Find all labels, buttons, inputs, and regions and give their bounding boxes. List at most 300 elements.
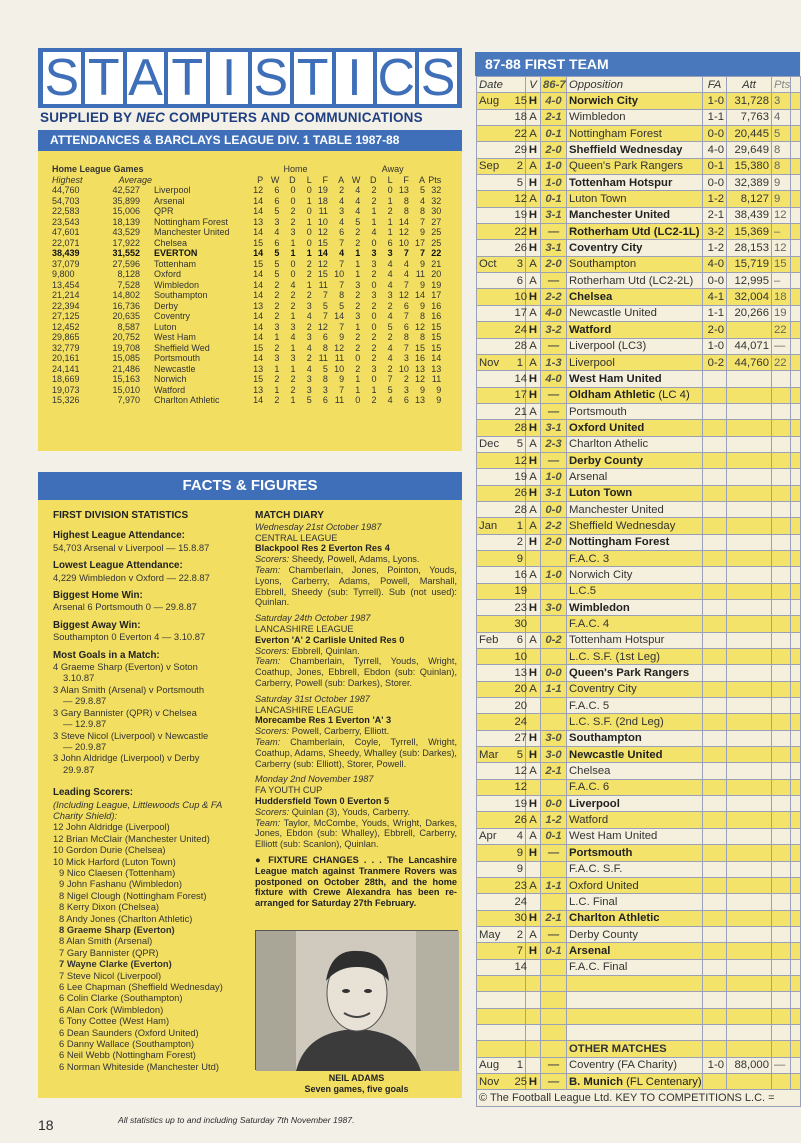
first-division-statistics (53, 510, 243, 1072)
fixture-opposition (567, 796, 703, 812)
fixture-month (477, 877, 513, 893)
points: 8 (772, 158, 791, 174)
attendance: 8,127 (727, 191, 772, 207)
fixture-row (477, 730, 801, 746)
stat-cell: 16 (415, 353, 426, 363)
fixture-day: 25 (513, 1073, 526, 1089)
stat-cell: 7 (420, 216, 426, 227)
stat-cell: 3 (290, 353, 296, 363)
opposition-name: Nottingham Forest (569, 536, 670, 549)
previous-result: 2-3 (541, 436, 567, 452)
fixture-opposition (567, 142, 703, 158)
scorer-item: 6 Colin Clarke (Southampton) (59, 992, 183, 1004)
previous-result: — (541, 224, 567, 240)
record-block (53, 530, 243, 553)
stat-cell: 2 (290, 300, 296, 311)
highest-attendance: 29,865 (52, 332, 80, 342)
team-name: Luton (154, 321, 177, 332)
points (772, 567, 791, 583)
stat-cell: 18 (317, 195, 328, 206)
record-value: 4,229 Wimbledon v Oxford — 22.8.87 (53, 571, 210, 583)
fixture-row (477, 649, 801, 665)
average-attendance: 19,708 (112, 342, 140, 353)
points (772, 534, 791, 550)
diary-scorers (255, 554, 457, 565)
scorers-prefix: Scorers: (255, 806, 290, 817)
empty-cell (567, 1008, 703, 1024)
stat-cell: 15 (317, 269, 328, 279)
fixture-opposition (567, 567, 703, 583)
stat-cell: 11 (415, 269, 426, 279)
fixture-month (477, 910, 513, 926)
empty-cell (567, 992, 703, 1008)
stat-cell: 1 (355, 321, 361, 332)
stat-cell: 0 (306, 185, 312, 195)
empty-cell (772, 992, 791, 1008)
league-table (52, 164, 441, 406)
full-time-result (703, 501, 727, 517)
highest-attendance: 47,601 (52, 227, 80, 237)
fixture-venue (526, 616, 541, 632)
full-time-result (703, 485, 727, 501)
col-pts: Pts (428, 174, 442, 185)
fixture-month: Aug (477, 1057, 513, 1073)
fixture-day: 1 (513, 354, 526, 370)
fixture-opposition (567, 175, 703, 191)
stat-cell: 1 (290, 311, 296, 321)
previous-result (541, 550, 567, 566)
extra-cell (791, 338, 801, 354)
stat-cell: 1 (371, 216, 377, 227)
previous-result: 0-1 (541, 126, 567, 142)
stat-cell: 15 (253, 258, 264, 269)
scorer-item: 7 Wayne Clarke (Everton) (59, 958, 172, 970)
attendance (727, 469, 772, 485)
previous-result: — (541, 926, 567, 942)
full-time-result (703, 469, 727, 485)
empty-cell (513, 992, 526, 1008)
points (772, 861, 791, 877)
previous-result: 0-0 (541, 796, 567, 812)
stat-cell: 2 (306, 258, 312, 269)
previous-result: — (541, 1073, 567, 1089)
stat-cell: 4 (355, 195, 361, 206)
opposition-name: F.A.C. 3 (569, 552, 610, 565)
stat-cell: 12 (317, 258, 328, 269)
extra-cell (791, 845, 801, 861)
stat-cell: 0 (371, 374, 377, 384)
attendance-table-title: ATTENDANCES & BARCLAYS LEAGUE DIV. 1 TABLE 1987-88 (38, 130, 462, 151)
empty-cell (772, 1008, 791, 1024)
previous-result: 3-1 (541, 240, 567, 256)
previous-result (541, 698, 567, 714)
scorer-item: 8 Kerry Dixon (Chelsea) (59, 901, 160, 913)
fixture-row (477, 877, 801, 893)
fixture-venue: A (526, 812, 541, 828)
stat-cell: 10 (334, 363, 345, 374)
highest-attendance: 23,543 (52, 216, 80, 227)
opposition-name: Liverpool (569, 356, 615, 369)
opposition-name: B. Munich (569, 1075, 623, 1088)
fixture-row (477, 861, 801, 877)
stat-cell: 13 (415, 395, 426, 405)
previous-result: 2-2 (541, 518, 567, 534)
league-row (52, 196, 441, 207)
extra-cell (791, 894, 801, 910)
points: – (772, 224, 791, 240)
fixture-row (477, 567, 801, 583)
fixture-day: 18 (513, 109, 526, 125)
previous-result: — (541, 452, 567, 468)
diary-result: Morecambe Res 1 Everton 'A' 3 (255, 715, 392, 726)
col-average: Average (118, 174, 152, 185)
opposition-name: F.A.C. 6 (569, 781, 610, 794)
extra-cell (791, 698, 801, 714)
fixture-venue (526, 649, 541, 665)
opposition-name: Sheffield Wednesday (569, 519, 676, 532)
col-d: D (289, 174, 296, 185)
stat-cell: 7 (322, 290, 328, 300)
fixture-row (477, 828, 801, 844)
stat-cell: 1 (290, 248, 296, 258)
stat-cell: 5 (420, 185, 426, 195)
points (772, 845, 791, 861)
full-time-result (703, 387, 727, 403)
stat-cell: 4 (387, 269, 393, 279)
opposition-name: Southampton (569, 258, 637, 271)
previous-result: 2-2 (541, 289, 567, 305)
stat-cell: 4 (387, 353, 393, 363)
previous-result: 4-0 (541, 305, 567, 321)
fixture-day: 24 (513, 714, 526, 730)
fixture-opposition (567, 714, 703, 730)
stat-cell: 4 (387, 258, 393, 269)
stat-cell: 5 (387, 384, 393, 395)
points (772, 943, 791, 959)
attendance: 32,389 (727, 175, 772, 191)
attendance (727, 567, 772, 583)
stat-cell: 2 (387, 206, 393, 216)
page-number: 18 (38, 1117, 54, 1133)
highest-attendance: 15,326 (52, 395, 80, 405)
fixture-month (477, 469, 513, 485)
footnote: All statistics up to and including Saturday 7th November 1987. (118, 1115, 355, 1125)
opposition-name: Coventry (FA Charity) (569, 1059, 677, 1072)
stat-cell: 1 (371, 206, 377, 216)
full-time-result: 1-1 (703, 305, 727, 321)
attendance (727, 420, 772, 436)
attendance (727, 926, 772, 942)
full-time-result: 2-1 (703, 207, 727, 223)
fixture-month (477, 387, 513, 403)
attendance (727, 779, 772, 795)
stat-cell: 14 (253, 248, 264, 258)
stat-cell: 2 (371, 395, 377, 405)
empty-cell (791, 975, 801, 991)
attendance (727, 518, 772, 534)
fixture-month (477, 305, 513, 321)
fixture-month (477, 698, 513, 714)
extra-cell (791, 730, 801, 746)
stat-cell: 3 (355, 279, 361, 290)
stat-cell: 20 (431, 269, 442, 279)
fixture-month: Nov (477, 354, 513, 370)
other-matches-title: OTHER MATCHES (567, 1041, 703, 1057)
stat-cell: 13 (253, 216, 264, 227)
attendance (727, 403, 772, 419)
stat-cell: 3 (274, 321, 280, 332)
highest-attendance: 19,073 (52, 384, 80, 395)
extra-cell (791, 550, 801, 566)
stat-cell: 2 (355, 237, 361, 248)
attendance (727, 371, 772, 387)
extra-cell (791, 240, 801, 256)
statistics-banner (38, 48, 462, 108)
attendance (727, 845, 772, 861)
nec-brand: NEC (135, 110, 166, 125)
team-prefix: Team: (255, 817, 281, 828)
opposition-name: Luton Town (569, 193, 627, 206)
scorer-item: 12 Brian McClair (Manchester United) (53, 832, 210, 844)
stat-cell: 6 (274, 185, 280, 195)
fixture-month (477, 175, 513, 191)
banner-letter: T (294, 52, 332, 104)
fixture-venue: A (526, 403, 541, 419)
fixture-venue: H (526, 845, 541, 861)
fixture-row (477, 518, 801, 534)
previous-result: 3-0 (541, 730, 567, 746)
points (772, 550, 791, 566)
attendance: 31,728 (727, 93, 772, 109)
attendance (727, 714, 772, 730)
stat-cell: 13 (415, 363, 426, 374)
attendance (727, 877, 772, 893)
attendance: 29,649 (727, 142, 772, 158)
previous-result: 2-1 (541, 109, 567, 125)
stat-cell: 2 (274, 300, 280, 311)
most-goals-line: 3 John Aldridge (Liverpool) v Derby (53, 752, 200, 764)
stat-cell: 14 (253, 353, 264, 363)
diary-date: Wednesday 21st October 1987 (255, 521, 382, 532)
fixture-month: Jan (477, 518, 513, 534)
fixture-row (477, 943, 801, 959)
attendance (727, 649, 772, 665)
opposition-name: Southampton (569, 732, 642, 745)
fixture-day: 7 (513, 943, 526, 959)
full-time-result: 0-0 (703, 273, 727, 289)
points: — (772, 338, 791, 354)
fixture-row (477, 403, 801, 419)
fixture-day: 24 (513, 894, 526, 910)
full-time-result (703, 861, 727, 877)
stat-cell: 14 (253, 206, 264, 216)
full-time-result: 1-0 (703, 338, 727, 354)
previous-result: — (541, 1057, 567, 1073)
most-goals-date: — 12.9.87 (63, 718, 107, 730)
fixture-month (477, 550, 513, 566)
points: – (772, 273, 791, 289)
previous-result: 1-0 (541, 567, 567, 583)
fixture-row (477, 289, 801, 305)
scorers-list: Ebbrell, Quinlan. (291, 645, 360, 656)
fixture-row (477, 1073, 801, 1089)
stat-cell: 3 (274, 216, 280, 227)
opposition-name: Watford (569, 814, 609, 827)
average-attendance: 17,922 (112, 237, 140, 248)
stat-cell: 2 (355, 332, 361, 342)
fixture-opposition (567, 469, 703, 485)
points: 22 (772, 322, 791, 338)
previous-result: — (541, 387, 567, 403)
fixture-month (477, 894, 513, 910)
fixture-row (477, 796, 801, 812)
stat-cell: 19 (317, 185, 328, 195)
stat-cell: 10 (398, 237, 409, 248)
extra-cell (791, 224, 801, 240)
stat-cell: 10 (334, 269, 345, 279)
previous-result: — (541, 273, 567, 289)
team-name: Newcastle (154, 363, 196, 374)
supplied-by (40, 110, 423, 125)
diary-result: Everton 'A' 2 Carlisle United Res 0 (255, 634, 405, 645)
fixture-day: 16 (513, 567, 526, 583)
stat-cell: 1 (274, 332, 280, 342)
previous-result (541, 616, 567, 632)
stat-cell: 1 (306, 248, 312, 258)
fixture-month (477, 289, 513, 305)
extra-cell (791, 714, 801, 730)
attendance (727, 452, 772, 468)
fixture-month (477, 681, 513, 697)
team-name: Manchester United (154, 227, 230, 237)
average-attendance: 16,736 (112, 300, 140, 311)
league-row (52, 280, 441, 291)
extra-cell (791, 485, 801, 501)
fixture-row (477, 469, 801, 485)
scorer-item: 10 Gordon Durie (Chelsea) (53, 844, 166, 856)
points: 9 (772, 191, 791, 207)
points (772, 812, 791, 828)
fixture-row (477, 812, 801, 828)
stat-cell: 2 (339, 185, 345, 195)
fixture-opposition (567, 861, 703, 877)
stat-cell: 4 (339, 216, 345, 227)
scorer-item: 8 Graeme Sharp (Everton) (59, 924, 175, 935)
diary-team (255, 737, 457, 769)
stat-cell: 2 (403, 374, 409, 384)
stat-cell: 1 (274, 363, 280, 374)
stat-cell: 12 (334, 342, 345, 353)
stat-cell: 4 (306, 311, 312, 321)
attendance (727, 861, 772, 877)
stat-cell: 3 (403, 353, 409, 363)
stat-cell: 0 (355, 395, 361, 405)
fixture-day: 19 (513, 469, 526, 485)
fixture-opposition (567, 371, 703, 387)
attendance (727, 322, 772, 338)
stat-cell: 2 (274, 279, 280, 290)
fixture-changes-note: ● FIXTURE CHANGES . . . The Lancashire League match against Tranmere Rovers was postponed on October 28th, and the home fixture with Crewe Alexandra has been re-arranged for Saturday 27th February. (255, 854, 457, 909)
stat-cell: 2 (355, 290, 361, 300)
stat-cell: 5 (306, 395, 312, 405)
fixture-month (477, 224, 513, 240)
empty-cell (541, 1024, 567, 1040)
diary-league: LANCASHIRE LEAGUE (255, 704, 354, 715)
player-photo (255, 930, 458, 1070)
extra-cell (791, 812, 801, 828)
stat-cell: 3 (387, 248, 393, 258)
full-time-result: 1-2 (703, 191, 727, 207)
previous-result: 3-1 (541, 207, 567, 223)
opposition-name: Newcastle United (569, 748, 663, 761)
points (772, 698, 791, 714)
fixtures-table (476, 76, 801, 1107)
opposition-name: Sheffield Wednesday (569, 144, 683, 157)
stat-cell: 3 (371, 363, 377, 374)
fixtures-footer (477, 1090, 801, 1106)
fixture-venue: A (526, 681, 541, 697)
league-row (52, 343, 441, 354)
extra-cell (791, 207, 801, 223)
fixture-venue (526, 583, 541, 599)
facts-panel (38, 500, 462, 1098)
fixture-row (477, 910, 801, 926)
fixture-opposition (567, 828, 703, 844)
fixture-opposition (567, 747, 703, 763)
team-name: Charlton Athletic (154, 395, 220, 405)
previous-result (541, 779, 567, 795)
stat-cell: 2 (371, 195, 377, 206)
col-l: L (387, 174, 393, 185)
stat-cell: 8 (322, 342, 328, 353)
fixture-opposition (567, 649, 703, 665)
points (772, 583, 791, 599)
stat-cell: 14 (253, 269, 264, 279)
attendance (727, 959, 772, 975)
stat-cell: 3 (371, 290, 377, 300)
scorer-item: 9 Nico Claesen (Tottenham) (59, 866, 176, 878)
highest-attendance: 12,452 (52, 321, 80, 332)
fixture-month (477, 485, 513, 501)
full-time-result (703, 926, 727, 942)
fixture-row (477, 305, 801, 321)
stat-cell: 2 (355, 227, 361, 237)
fixture-opposition (567, 632, 703, 648)
most-goals-line: 3 Steve Nicol (Liverpool) v Newcastle (53, 729, 209, 741)
banner-letter: I (336, 52, 374, 104)
attendance (727, 550, 772, 566)
previous-result: 3-0 (541, 600, 567, 616)
stat-cell: 2 (274, 342, 280, 353)
full-time-result (703, 845, 727, 861)
previous-result: 1-0 (541, 175, 567, 191)
stat-cell: 16 (431, 300, 442, 311)
full-time-result (703, 436, 727, 452)
stat-cell: 6 (322, 395, 328, 405)
diary-scorers (255, 807, 457, 818)
stat-cell: 0 (371, 311, 377, 321)
points: 12 (772, 240, 791, 256)
extra-cell (791, 126, 801, 142)
highest-attendance: 54,703 (52, 195, 80, 206)
fixture-opposition (567, 289, 703, 305)
average-attendance: 14,802 (112, 290, 140, 300)
caption-text: Seven games, five goals (304, 1084, 409, 1094)
league-row (52, 248, 441, 259)
scorers-prefix: Scorers: (255, 645, 290, 656)
opposition-name: Rotherham Utd (LC2-1L) (569, 225, 700, 238)
most-goals-date: 3.10.87 (63, 672, 95, 684)
